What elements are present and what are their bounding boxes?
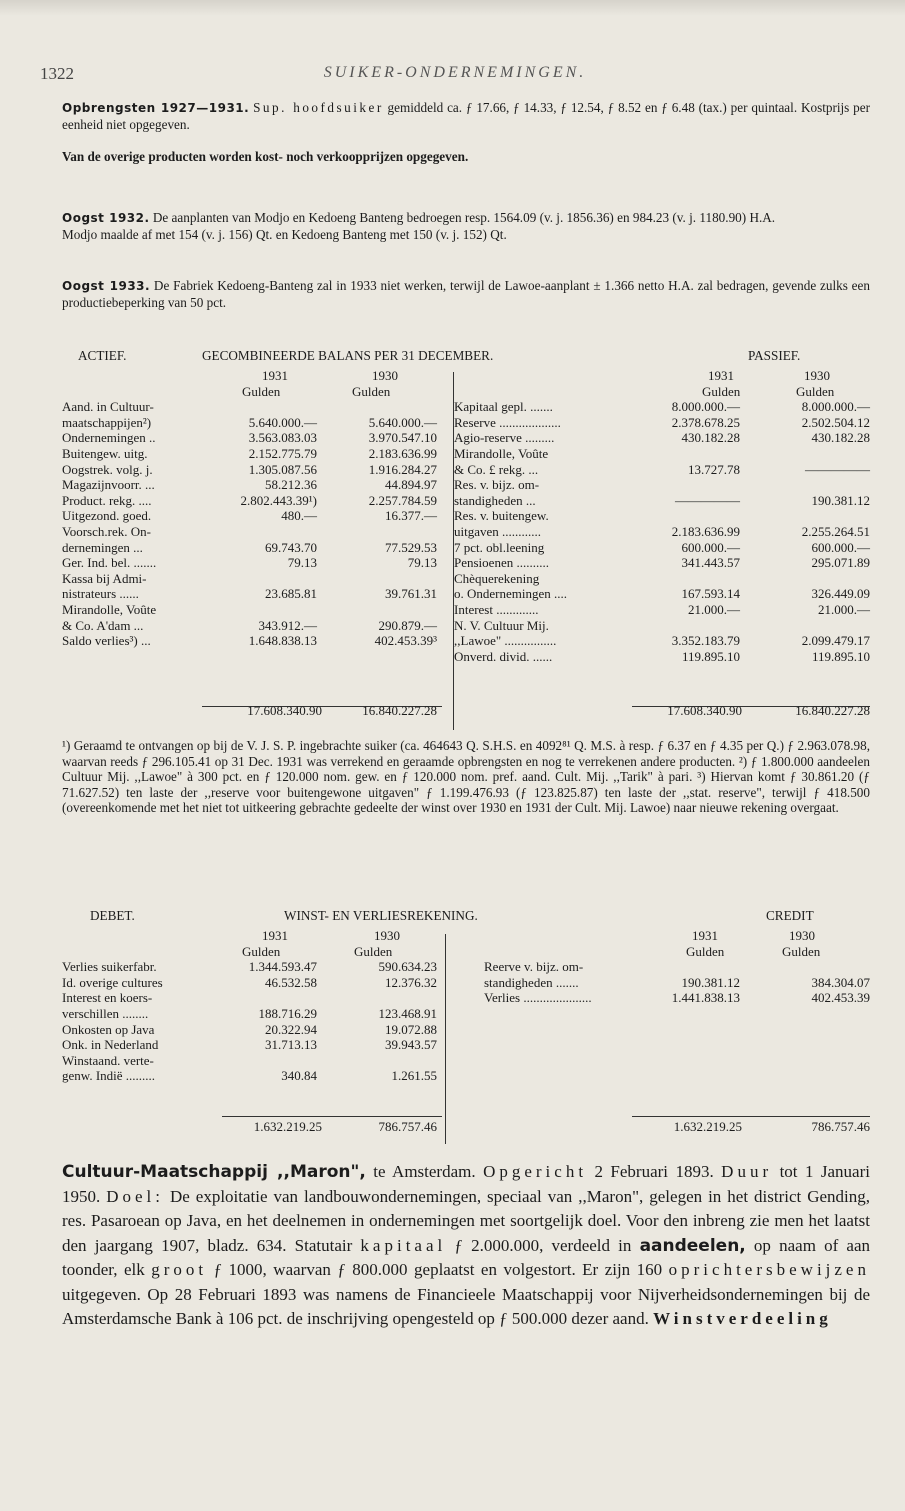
row-value: 5.640.000.— bbox=[248, 414, 317, 430]
table-row bbox=[484, 990, 870, 1006]
total-value: 1.632.219.25 bbox=[253, 1119, 322, 1135]
total-value: 17.608.340.90 bbox=[667, 703, 742, 719]
table-row bbox=[454, 415, 870, 431]
row-value: 3.563.083.03 bbox=[248, 430, 317, 446]
row-value: 19.072.88 bbox=[385, 1021, 437, 1037]
row-label: & Co. £ rekg. ... bbox=[454, 461, 539, 477]
table-row bbox=[454, 493, 870, 509]
row-value: 1.261.55 bbox=[391, 1068, 437, 1084]
row-label: 7 pct. obl.leening bbox=[454, 539, 545, 555]
total-value: 786.757.46 bbox=[378, 1119, 437, 1135]
row-label: Aand. in Cultuur- bbox=[62, 399, 154, 415]
row-value: 13.727.78 bbox=[688, 461, 740, 477]
paragraph-overige bbox=[62, 149, 870, 165]
paragraph-text: De aanplanten van Modjo en Kedoeng Banteng bedroegen resp. 1564.09 (v. j. 1856.36) en 984.23 (v. j. 1180.90) H.A. bbox=[149, 210, 776, 225]
pl-titles bbox=[62, 908, 870, 928]
table-row bbox=[62, 618, 437, 634]
row-label: Interest en koers- bbox=[62, 990, 153, 1006]
row-value: 8.000.000.— bbox=[801, 399, 870, 415]
debet-column bbox=[62, 959, 437, 1084]
table-row bbox=[454, 540, 870, 556]
table-row bbox=[62, 477, 437, 493]
entry-text: te Amsterdam. bbox=[365, 1162, 484, 1181]
row-value: 343.912.— bbox=[258, 617, 317, 633]
profit-loss-account bbox=[62, 908, 870, 1135]
row-value: ————— bbox=[675, 492, 740, 508]
row-label: standigheden ... bbox=[454, 492, 536, 508]
row-value: 430.182.28 bbox=[681, 430, 740, 446]
table-row bbox=[62, 446, 437, 462]
row-value: 190.381.12 bbox=[811, 492, 870, 508]
row-label: Oogstrek. volg. j. bbox=[62, 461, 153, 477]
row-value: 5.640.000.— bbox=[368, 414, 437, 430]
balance-title: GECOMBINEERDE BALANS PER 31 DECEMBER. bbox=[202, 348, 494, 363]
pl-title: WINST- EN VERLIESREKENING. bbox=[284, 908, 478, 923]
table-row bbox=[454, 649, 870, 665]
row-value: 79.13 bbox=[407, 555, 437, 571]
footnote-text: ¹) Geraamd te ontvangen op bij de V. J. S. P. ingebrachte suiker (ca. 464643 Q. S.H.S. en 4092⁸¹ Q. M.S. à resp. ƒ 6.37 en ƒ 4.35 per Q.) ƒ 2.963.078.98, waarvan reeds ƒ 296.105.41 op 31 Dec. 1931 was verrekend en geraamde opbrengsten en nog te verrekenen andere producten. ²) ƒ 1.800.000 aandeelen Cultuur Mij. ,,Lawoe" à 300 pct. en ƒ 120.000 nom. gew. en ƒ 120.000 nom. pref. aand. Cult. Mij. ,,Tarik" à pari. ³) Hiervan komt ƒ 30.861.20 (ƒ 71.627.52) ten laste der ,,reserve voor buitengewone uitgaven" ƒ 1.199.476.93 (ƒ 123.825.87) ten laste der ,,stat. reserve", terwijl ƒ 418.500 (overeenkomende met het niet tot uitkeering gebrachte gedeelte der winst over 1930 en 1931 der Cult. Mij. Lawoe) naar nieuwe rekening overgaat. bbox=[62, 738, 870, 816]
table-row bbox=[484, 959, 870, 975]
row-label: Res. v. buitengew. bbox=[454, 508, 549, 524]
page-number: 1322 bbox=[40, 64, 74, 83]
row-label: Winstaand. verte- bbox=[62, 1052, 154, 1068]
table-row bbox=[454, 430, 870, 446]
row-value: 123.468.91 bbox=[378, 1005, 437, 1021]
unit-gulden: Gulden bbox=[242, 383, 281, 399]
year-1930: 1930 bbox=[374, 928, 400, 943]
table-row bbox=[62, 399, 437, 415]
row-label: Onkosten op Java bbox=[62, 1021, 155, 1037]
row-value: 20.322.94 bbox=[265, 1021, 317, 1037]
page-header bbox=[40, 64, 870, 88]
table-row bbox=[62, 959, 437, 975]
total-value: 786.757.46 bbox=[811, 1119, 870, 1135]
company-heading: Cultuur-Maatschappij ,,Maron", bbox=[62, 1162, 366, 1182]
table-row bbox=[62, 555, 437, 571]
unit-gulden: Gulden bbox=[686, 943, 725, 959]
paragraph-text: Modjo maalde af met 154 (v. j. 156) Qt. en Kedoeng Banteng met 150 (v. j. 152) Qt. bbox=[62, 226, 507, 242]
row-value: 119.895.10 bbox=[681, 648, 740, 664]
row-value: 39.761.31 bbox=[385, 586, 437, 602]
row-value: 77.529.53 bbox=[385, 539, 437, 555]
entry-text: 2 Februari 1893. bbox=[587, 1162, 722, 1181]
spaced-label: Doel: bbox=[106, 1186, 165, 1206]
row-label: Reerve v. bijz. om- bbox=[484, 959, 584, 975]
row-value: 3.352.183.79 bbox=[671, 633, 740, 649]
row-label: Interest ............. bbox=[454, 601, 539, 617]
row-label: Chèquerekening bbox=[454, 570, 540, 586]
table-row bbox=[62, 430, 437, 446]
table-row bbox=[62, 1068, 437, 1084]
table-row bbox=[62, 586, 437, 602]
row-value: ————— bbox=[805, 461, 870, 477]
section-heading: Oogst 1933. bbox=[62, 279, 151, 293]
row-label: Onverd. divid. ...... bbox=[454, 648, 553, 664]
scan-edge bbox=[0, 0, 905, 16]
table-row bbox=[454, 462, 870, 478]
row-label: Product. rekg. .... bbox=[62, 492, 152, 508]
row-value: 119.895.10 bbox=[811, 648, 870, 664]
table-row bbox=[484, 975, 870, 991]
section-heading: Opbrengsten 1927—1931. bbox=[62, 101, 250, 115]
paragraph-text: Van de overige producten worden kost- noch verkoopprijzen opgegeven. bbox=[62, 149, 469, 164]
row-value: 430.182.28 bbox=[811, 430, 870, 446]
row-value: 2.183.636.99 bbox=[368, 445, 437, 461]
entry-text: ƒ 1000, waarvan ƒ 800.000 geplaatst en volgestort. Er zijn 160 bbox=[207, 1260, 669, 1279]
row-label: Verlies ..................... bbox=[484, 990, 592, 1006]
balance-titles bbox=[62, 348, 870, 368]
table-row bbox=[454, 384, 870, 400]
unit-gulden: Gulden bbox=[796, 383, 835, 399]
row-label: Pensioenen .......... bbox=[454, 555, 549, 571]
total-value: 1.632.219.25 bbox=[673, 1119, 742, 1135]
table-row bbox=[62, 540, 437, 556]
table-row bbox=[62, 975, 437, 991]
year-header-row bbox=[62, 928, 870, 944]
row-label: Mirandolle, Voûte bbox=[454, 445, 549, 461]
row-label: uitgaven ............ bbox=[454, 523, 542, 539]
row-value: 2.502.504.12 bbox=[801, 414, 870, 430]
unit-gulden: Gulden bbox=[702, 383, 741, 399]
table-row bbox=[62, 633, 437, 649]
table-row bbox=[454, 477, 870, 493]
unit-gulden: Gulden bbox=[782, 943, 821, 959]
row-value: 2.152.775.79 bbox=[248, 445, 317, 461]
row-value: 190.381.12 bbox=[681, 974, 740, 990]
row-value: 600.000.— bbox=[681, 539, 740, 555]
table-row bbox=[62, 602, 437, 618]
row-label: Agio-reserve ......... bbox=[454, 430, 555, 446]
unit-header-row bbox=[62, 944, 870, 960]
row-label: maatschappijen²) bbox=[62, 414, 152, 430]
row-value: 31.713.13 bbox=[265, 1037, 317, 1053]
table-row bbox=[454, 446, 870, 462]
passief-title: PASSIEF. bbox=[748, 348, 801, 363]
table-row bbox=[454, 571, 870, 587]
row-value: 2.255.264.51 bbox=[801, 523, 870, 539]
table-row bbox=[454, 586, 870, 602]
row-value: 480.— bbox=[281, 508, 317, 524]
row-value: 340.84 bbox=[281, 1068, 317, 1084]
entry-text: De exploitatie van landbouwondernemingen, speciaal van ,,Maron", gelegen in het district Gending, res. Pasaroean op Java, en het deelnemen in ondernemingen met soortgelijk doel. Voor den inbreng zie men het laatst den jaargang 1907, bladz. 634. Statutair bbox=[62, 1186, 871, 1255]
row-label: Id. overige cultures bbox=[62, 974, 163, 990]
spaced-label: Duur bbox=[721, 1162, 773, 1181]
total-value: 16.840.227.28 bbox=[362, 703, 437, 719]
row-label: Ondernemingen .. bbox=[62, 430, 156, 446]
row-value: 12.376.32 bbox=[385, 974, 437, 990]
row-label: Saldo verlies³) ... bbox=[62, 633, 151, 649]
row-value: 2.378.678.25 bbox=[671, 414, 740, 430]
paragraph-oogst-1932 bbox=[62, 210, 870, 242]
entry-text: tot 1 Januari 1950. bbox=[62, 1162, 870, 1206]
row-value: 2.257.784.59 bbox=[368, 492, 437, 508]
row-value: 21.000.— bbox=[818, 601, 870, 617]
unit-gulden: Gulden bbox=[352, 383, 391, 399]
paragraph-oogst-1933 bbox=[62, 278, 870, 310]
row-value: 590.634.23 bbox=[378, 959, 437, 975]
spaced-label: Winstverdeeling bbox=[653, 1309, 832, 1328]
row-label: Uitgezond. goed. bbox=[62, 508, 152, 524]
row-value: 44.894.97 bbox=[385, 477, 437, 493]
row-label: Kassa bij Admi- bbox=[62, 570, 147, 586]
table-row bbox=[454, 602, 870, 618]
year-1930: 1930 bbox=[372, 368, 398, 383]
row-value: 167.593.14 bbox=[681, 586, 740, 602]
row-label: Kapitaal gepl. ....... bbox=[454, 399, 553, 415]
total-value: 16.840.227.28 bbox=[795, 703, 870, 719]
row-value: 384.304.07 bbox=[811, 974, 870, 990]
row-value: 39.943.57 bbox=[385, 1037, 437, 1053]
table-row bbox=[62, 493, 437, 509]
credit-title: CREDIT bbox=[766, 908, 814, 923]
row-value: 341.443.57 bbox=[681, 555, 740, 571]
table-row bbox=[62, 508, 437, 524]
row-label: Onk. in Nederland bbox=[62, 1037, 159, 1053]
entry-text: op naam of aan toonder, elk bbox=[62, 1235, 870, 1279]
row-value: 290.879.— bbox=[378, 617, 437, 633]
row-value: 402.453.39 bbox=[811, 990, 870, 1006]
spaced-text: Sup. hoofdsuiker bbox=[253, 100, 384, 115]
row-value: 8.000.000.— bbox=[671, 399, 740, 415]
row-label: verschillen ........ bbox=[62, 1005, 149, 1021]
pl-body bbox=[62, 959, 870, 1107]
balance-total-row bbox=[62, 703, 870, 719]
footnotes bbox=[62, 738, 870, 816]
table-row bbox=[62, 524, 437, 540]
row-value: 188.716.29 bbox=[258, 1005, 317, 1021]
row-label: o. Ondernemingen .... bbox=[454, 586, 568, 602]
table-row bbox=[62, 571, 437, 587]
row-value: 1.441.838.13 bbox=[671, 990, 740, 1006]
table-row bbox=[62, 1053, 437, 1069]
section-heading: Oogst 1932. bbox=[62, 211, 150, 225]
row-label: N. V. Cultuur Mij. bbox=[454, 617, 549, 633]
table-row bbox=[62, 1022, 437, 1038]
column-divider bbox=[445, 934, 446, 1144]
year-1930: 1930 bbox=[789, 928, 815, 943]
balance-body bbox=[62, 399, 870, 695]
row-label: Ger. Ind. bel. ....... bbox=[62, 555, 157, 571]
row-label: dernemingen ... bbox=[62, 539, 143, 555]
row-value: 402.453.39³ bbox=[374, 633, 437, 649]
row-value: 326.449.09 bbox=[811, 586, 870, 602]
table-row bbox=[62, 1006, 437, 1022]
table-row bbox=[454, 618, 870, 634]
maron-entry bbox=[62, 1160, 870, 1332]
spaced-label: kapitaal bbox=[360, 1235, 447, 1255]
table-row bbox=[454, 399, 870, 415]
unit-gulden: Gulden bbox=[242, 943, 281, 959]
debet-title: DEBET. bbox=[90, 908, 135, 923]
row-value: 46.532.58 bbox=[265, 974, 317, 990]
row-value: 2.183.636.99 bbox=[671, 523, 740, 539]
year-1931: 1931 bbox=[692, 928, 718, 943]
total-value: 17.608.340.90 bbox=[247, 703, 322, 719]
row-label: nistrateurs ...... bbox=[62, 586, 139, 602]
table-row bbox=[454, 508, 870, 524]
row-value: 16.377.— bbox=[385, 508, 437, 524]
actief-title: ACTIEF. bbox=[78, 348, 127, 363]
spaced-label: oprichtersbewijzen bbox=[668, 1260, 870, 1279]
row-value: 58.212.36 bbox=[265, 477, 317, 493]
row-value: 1.344.593.47 bbox=[248, 959, 317, 975]
row-value: 600.000.— bbox=[811, 539, 870, 555]
row-label: genw. Indië ......... bbox=[62, 1068, 156, 1084]
row-value: 21.000.— bbox=[688, 601, 740, 617]
row-value: 295.071.89 bbox=[811, 555, 870, 571]
paragraph-text: gemiddeld ca. ƒ 17.66, ƒ 14.33, ƒ 12.54, ƒ 8.52 en ƒ 6.48 (tax.) per quintaal. Kostprijs per eenheid niet opgegeven. bbox=[62, 100, 870, 132]
pl-total-row bbox=[62, 1119, 870, 1135]
running-title: SUIKER-ONDERNEMINGEN. bbox=[323, 64, 587, 81]
table-row bbox=[62, 1037, 437, 1053]
row-value: 1.916.284.27 bbox=[368, 461, 437, 477]
credit-column bbox=[484, 959, 870, 1006]
spaced-label: groot bbox=[151, 1260, 208, 1279]
row-label: Magazijnvoorr. ... bbox=[62, 477, 155, 493]
row-label: ,,Lawoe" ................ bbox=[454, 633, 557, 649]
table-row bbox=[62, 415, 437, 431]
row-label: Reserve ................... bbox=[454, 414, 561, 430]
row-value: 1.648.838.13 bbox=[248, 633, 317, 649]
row-value: 23.685.81 bbox=[265, 586, 317, 602]
row-label: standigheden ....... bbox=[484, 974, 579, 990]
table-row bbox=[62, 990, 437, 1006]
spaced-label: Opgericht bbox=[483, 1162, 588, 1181]
row-value: 69.743.70 bbox=[265, 539, 317, 555]
table-row bbox=[454, 524, 870, 540]
unit-gulden: Gulden bbox=[354, 943, 393, 959]
year-1931: 1931 bbox=[262, 928, 288, 943]
row-label: Verlies suikerfabr. bbox=[62, 959, 157, 975]
row-label: Res. v. bijz. om- bbox=[454, 477, 540, 493]
year-header-row bbox=[62, 368, 870, 384]
paragraph-opbrengsten bbox=[62, 100, 870, 132]
year-1930: 1930 bbox=[804, 368, 830, 383]
row-label: & Co. A'dam ... bbox=[62, 617, 144, 633]
year-1931: 1931 bbox=[262, 368, 288, 383]
total-rule bbox=[222, 1116, 442, 1117]
year-1931: 1931 bbox=[708, 368, 734, 383]
actief-column bbox=[62, 399, 437, 649]
row-label: Voorsch.rek. On- bbox=[62, 523, 151, 539]
row-value: 3.970.547.10 bbox=[368, 430, 437, 446]
passief-column bbox=[454, 384, 870, 665]
row-value: 1.305.087.56 bbox=[248, 461, 317, 477]
balance-sheet bbox=[62, 348, 870, 719]
row-label: Mirandolle, Voûte bbox=[62, 601, 157, 617]
table-row bbox=[454, 555, 870, 571]
row-value: 79.13 bbox=[287, 555, 317, 571]
row-value: 2.099.479.17 bbox=[801, 633, 870, 649]
entry-text: ƒ 2.000.000, verdeeld in bbox=[446, 1235, 640, 1255]
bold-label: aandeelen, bbox=[639, 1235, 746, 1256]
total-rule bbox=[632, 1116, 870, 1117]
paragraph-text: De Fabriek Kedoeng-Banteng zal in 1933 niet werken, terwijl de Lawoe-aanplant ± 1.366 netto H.A. zal bedragen, gevende zulks een productiebeperking van 50 pct. bbox=[62, 278, 870, 310]
row-value: 2.802.443.39¹) bbox=[240, 492, 317, 508]
table-row bbox=[454, 633, 870, 649]
table-row bbox=[62, 462, 437, 478]
entry-text: uitgegeven. Op 28 Februari 1893 was namens de Financieele Maatschappij voor Nijverheidsondernemingen bij de Amsterdamsche Bank à 106 pct. de inschrijving opengesteld op ƒ 500.000 dezer aand. bbox=[62, 1284, 870, 1328]
column-divider bbox=[453, 372, 454, 730]
row-label: Buitengew. uitg. bbox=[62, 445, 148, 461]
